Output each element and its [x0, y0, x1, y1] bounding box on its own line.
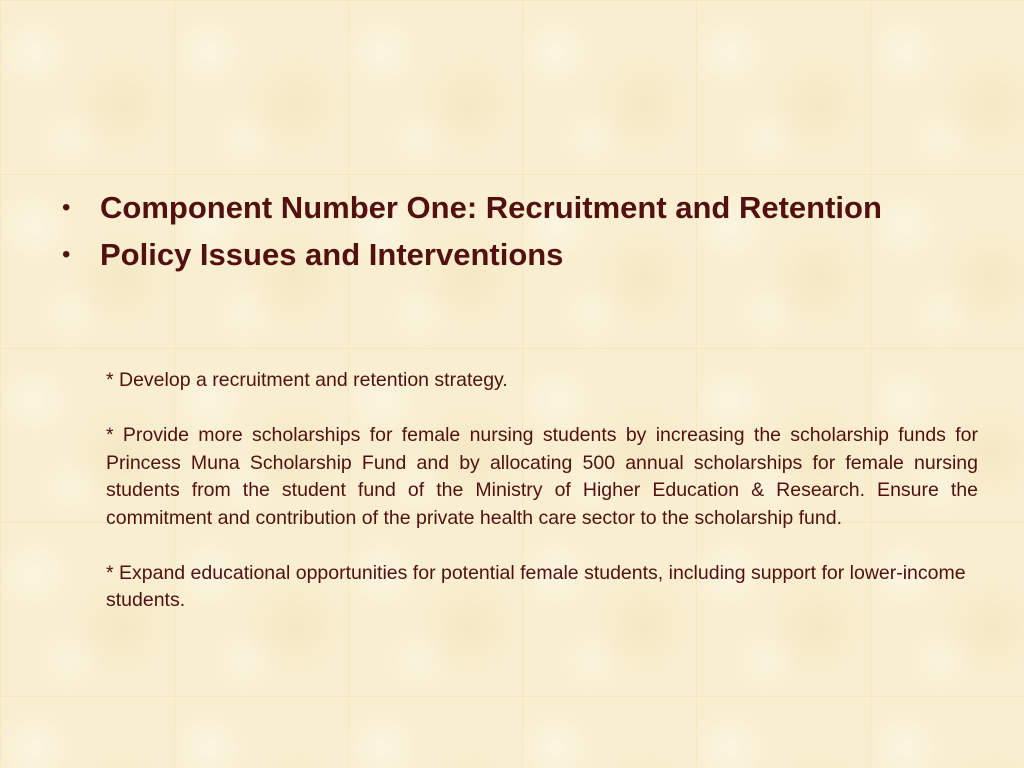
bullet-text: Policy Issues and Interventions — [100, 237, 564, 272]
bullet-list — [62, 184, 882, 278]
bullet-item-component — [62, 184, 882, 231]
bullet-icon: • — [62, 241, 71, 268]
paragraph-strategy: * Develop a recruitment and retention strategy. — [106, 369, 508, 391]
bullet-icon: • — [62, 194, 71, 221]
body-text — [106, 367, 978, 615]
bullet-text: Component Number One: Recruitment and Retention — [100, 190, 882, 225]
paragraph-scholarships: * Provide more scholarships for female nursing students by increasing the scholarship funds for Princess Muna Scholarship Fund and by allocating 500 annual scholarships for female nursing students from the student fund of the Ministry of Higher Education & Research. Ensure the commitment and contribution of the private health care sector to the scholarship fund. — [106, 424, 978, 529]
bullet-item-policy — [62, 231, 882, 278]
paragraph-opportunities: * Expand educational opportunities for potential female students, including support for lower-income students. — [106, 561, 966, 611]
